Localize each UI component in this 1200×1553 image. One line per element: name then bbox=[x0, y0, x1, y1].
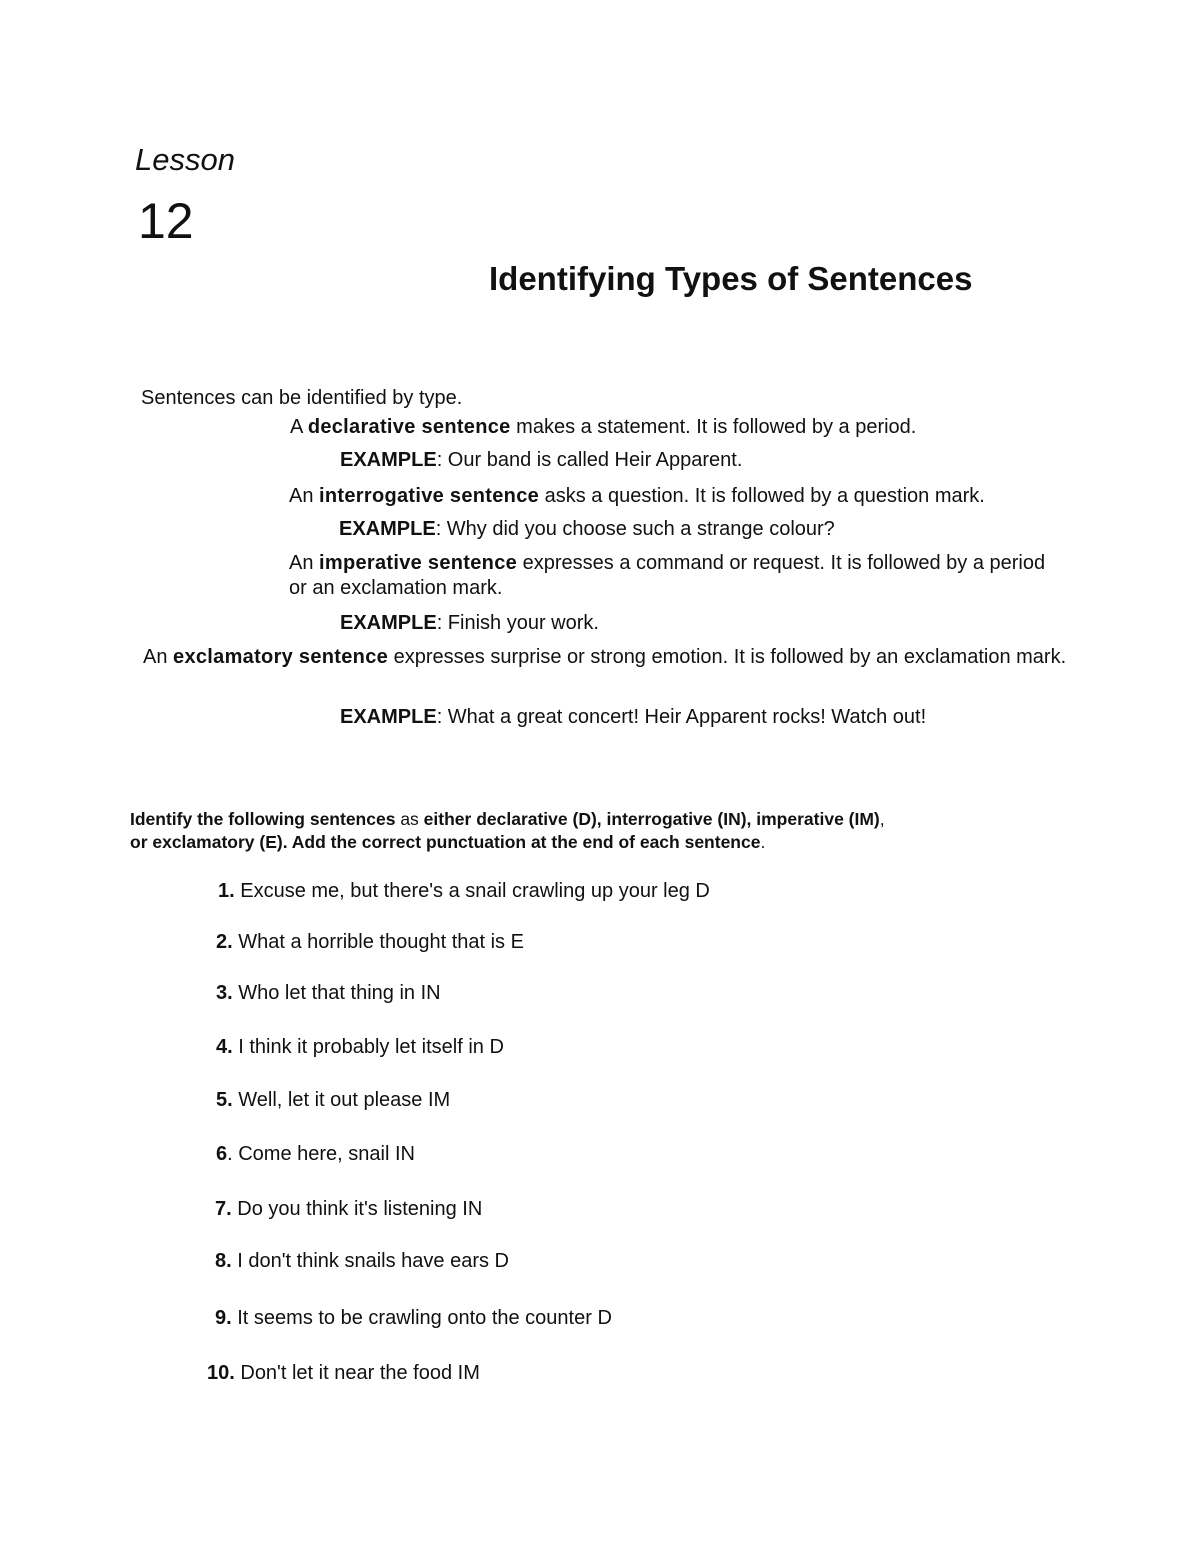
list-item bbox=[216, 1143, 415, 1166]
question-text: Who let that thing in IN bbox=[232, 982, 441, 1004]
question-number: 2. bbox=[216, 931, 233, 953]
list-item bbox=[215, 1198, 482, 1221]
question-number: 6 bbox=[216, 1143, 228, 1165]
definition-description: expresses a command or request. It is followed by a period or an exclamation mark. bbox=[289, 552, 1046, 599]
example-label: EXAMPLE bbox=[340, 612, 437, 634]
lesson-label: Lesson bbox=[135, 142, 235, 177]
instructions-part: either declarative (D), interrogative (IN), imperative (IM) bbox=[423, 809, 880, 829]
example-label: EXAMPLE bbox=[340, 706, 437, 728]
definition-term: interrogative sentence bbox=[319, 485, 540, 507]
definition-interrogative bbox=[289, 484, 1109, 509]
lesson-number: 12 bbox=[138, 193, 194, 249]
question-number: 5. bbox=[216, 1089, 233, 1111]
example-label: EXAMPLE bbox=[339, 518, 436, 540]
question-number: 7. bbox=[215, 1198, 232, 1220]
question-number: 10. bbox=[207, 1362, 235, 1384]
list-item bbox=[216, 1036, 504, 1059]
example-text: : Our band is called Heir Apparent. bbox=[436, 449, 743, 471]
question-text: . Come here, snail IN bbox=[227, 1143, 415, 1165]
list-item bbox=[215, 1307, 612, 1330]
question-text: What a horrible thought that is E bbox=[232, 931, 524, 953]
definition-description: expresses surprise or strong emotion. It is followed by an exclamation mark. bbox=[393, 646, 1067, 668]
question-text: I think it probably let itself in D bbox=[232, 1036, 504, 1058]
definition-description: makes a statement. It is followed by a period. bbox=[516, 416, 917, 438]
definition-article: A bbox=[290, 416, 303, 438]
exercise-instructions bbox=[130, 808, 885, 854]
definition-term: exclamatory sentence bbox=[173, 646, 389, 668]
example-text: : What a great concert! Heir Apparent rocks! Watch out! bbox=[436, 706, 927, 728]
example-text: : Finish your work. bbox=[436, 612, 599, 634]
instructions-part: or exclamatory (E). Add the correct punctuation at the end of each sentence bbox=[130, 832, 761, 852]
question-text: I don't think snails have ears D bbox=[231, 1250, 509, 1272]
question-text: Don't let it near the food IM bbox=[234, 1362, 480, 1384]
list-item bbox=[215, 1250, 509, 1273]
example-label: EXAMPLE bbox=[340, 449, 437, 471]
question-number: 3. bbox=[216, 982, 233, 1004]
definition-term: imperative sentence bbox=[319, 552, 518, 574]
definition-term: declarative sentence bbox=[307, 416, 511, 438]
question-number: 1. bbox=[218, 880, 235, 902]
list-item bbox=[216, 931, 524, 954]
instructions-part: , bbox=[879, 809, 885, 829]
question-number: 9. bbox=[215, 1307, 232, 1329]
definition-declarative bbox=[290, 415, 1110, 440]
question-number: 4. bbox=[216, 1036, 233, 1058]
instructions-part: . bbox=[760, 832, 766, 852]
example-interrogative bbox=[339, 517, 835, 542]
instructions-part: Identify the following sentences bbox=[130, 809, 396, 829]
example-declarative bbox=[340, 448, 742, 473]
list-item bbox=[216, 1089, 450, 1112]
list-item bbox=[207, 1362, 480, 1385]
question-text: Excuse me, but there's a snail crawling up your leg D bbox=[234, 880, 710, 902]
question-text: Do you think it's listening IN bbox=[231, 1198, 483, 1220]
definition-article: An bbox=[289, 485, 314, 507]
definition-imperative bbox=[289, 551, 1049, 601]
definition-article: An bbox=[289, 552, 314, 574]
question-text: Well, let it out please IM bbox=[232, 1089, 451, 1111]
page-title: Identifying Types of Sentences bbox=[489, 260, 973, 297]
question-number: 8. bbox=[215, 1250, 232, 1272]
definition-exclamatory bbox=[143, 645, 1089, 670]
example-imperative bbox=[340, 611, 599, 636]
intro-text: Sentences can be identified by type. bbox=[141, 387, 463, 409]
definition-article: An bbox=[143, 646, 168, 668]
list-item bbox=[216, 982, 441, 1005]
list-item bbox=[218, 880, 710, 903]
definition-description: asks a question. It is followed by a question mark. bbox=[544, 485, 985, 507]
example-text: : Why did you choose such a strange colour? bbox=[435, 518, 835, 540]
example-exclamatory bbox=[340, 705, 926, 730]
question-text: It seems to be crawling onto the counter D bbox=[231, 1307, 612, 1329]
instructions-part: as bbox=[395, 809, 424, 829]
